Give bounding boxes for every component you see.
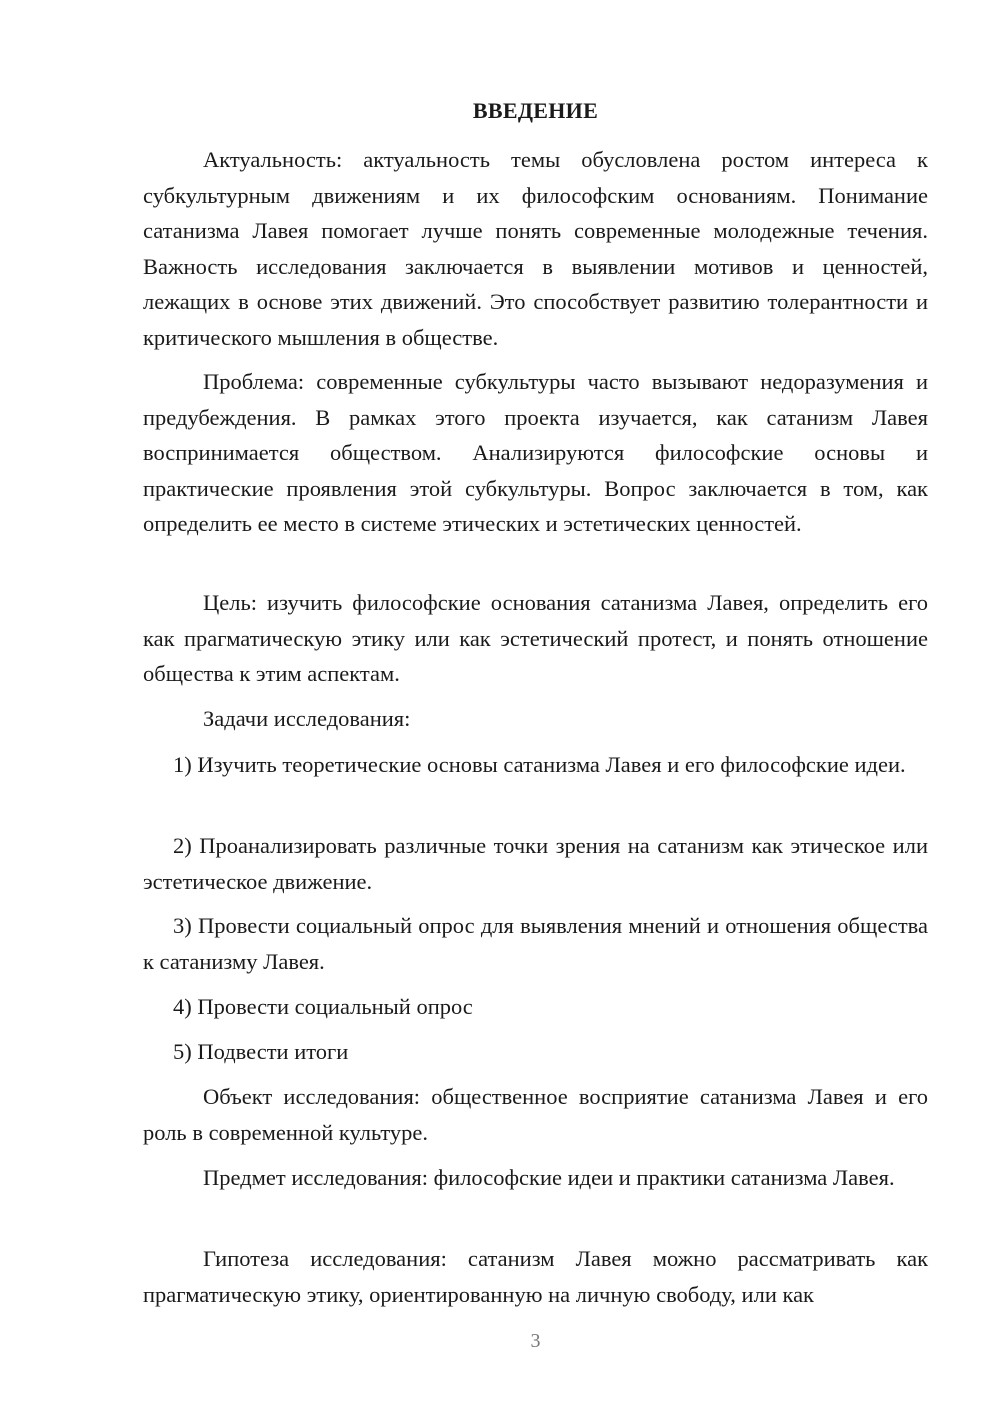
task-item-1: 1) Изучить теоретические основы сатанизма Лавея и его философские идеи. [173, 752, 906, 777]
hypothesis-paragraph: Гипотеза исследования: сатанизм Лавея можно рассматривать как прагматическую этику, ориентированную на личную свободу, или как [143, 1246, 928, 1307]
subject-paragraph: Предмет исследования: философские идеи и практики сатанизма Лавея. [203, 1165, 895, 1190]
problem-paragraph: Проблема: современные субкультуры часто вызывают недоразумения и предубеждения. В рамках этого проекта изучается, как сатанизм Лавея воспринимается обществом. Анализируются философские основы и практические проявления этой субкультуры. Вопрос заключается в том, как определить ее место в системе этических и эстетических ценностей. [143, 369, 928, 536]
tasks-title: Задачи исследования: [203, 706, 411, 731]
page-number: 3 [530, 1330, 541, 1352]
section-heading: ВВЕДЕНИЕ [472, 98, 599, 123]
task-item-5: 5) Подвести итоги [173, 1039, 349, 1064]
goal-paragraph: Цель: изучить философские основания сатанизма Лавея, определить его как прагматическую этику или как эстетический протест, и понять отношение общества к этим аспектам. [143, 590, 928, 686]
task-item-3: 3) Провести социальный опрос для выявления мнений и отношения общества к сатанизму Лавея. [143, 913, 928, 974]
task-item-4: 4) Провести социальный опрос [173, 994, 473, 1019]
task-item-2: 2) Проанализировать различные точки зрения на сатанизм как этическое или эстетическое движение. [143, 833, 928, 894]
object-paragraph: Объект исследования: общественное восприятие сатанизма Лавея и его роль в современной культуре. [143, 1084, 928, 1145]
relevance-paragraph: Актуальность: актуальность темы обусловлена ростом интереса к субкультурным движениям и их философским основаниям. Понимание сатанизма Лавея помогает лучше понять современные молодежные течения. Важность исследования заключается в выявлении мотивов и ценностей, лежащих в основе этих движений. Это способствует развитию толерантности и критического мышления в обществе. [143, 147, 928, 350]
